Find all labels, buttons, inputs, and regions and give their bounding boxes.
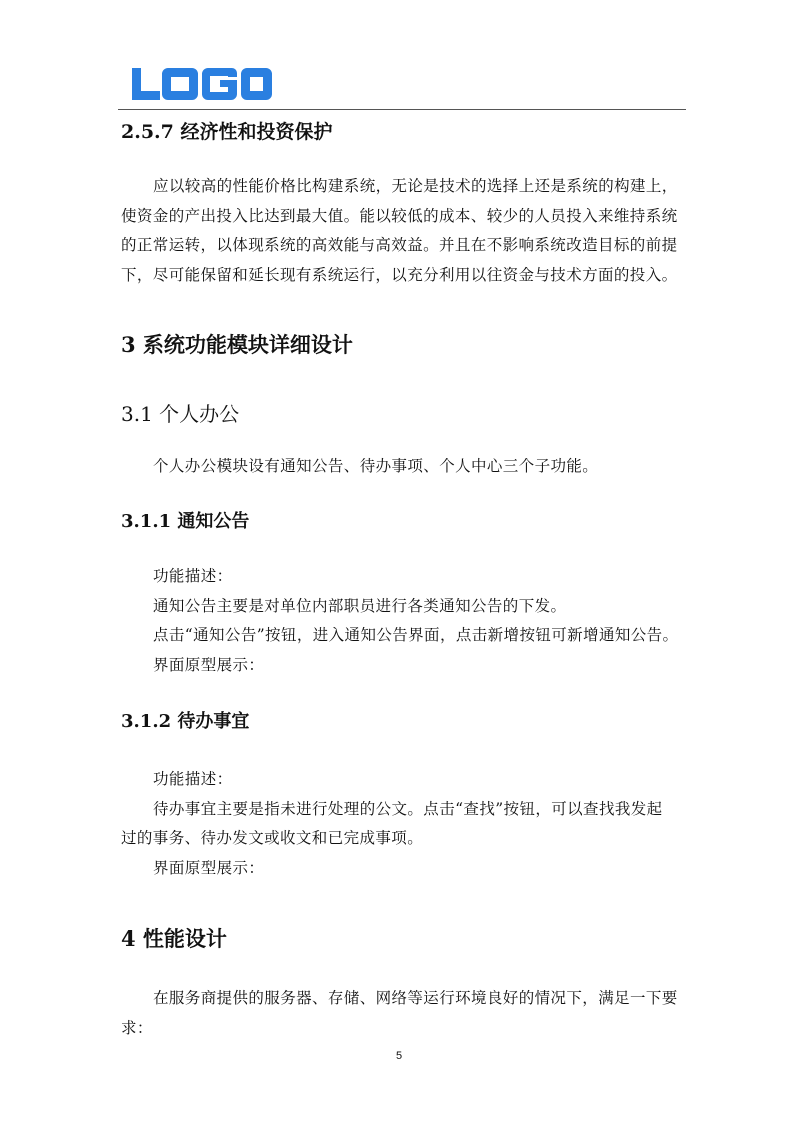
heading-section-4: 4 性能设计 bbox=[121, 926, 227, 951]
paragraph-line: 点击“通知公告”按钮，进入通知公告界面，点击新增按钮可新增通知公告。 bbox=[153, 626, 679, 644]
heading-2-5-7: 2.5.7 经济性和投资保护 bbox=[121, 121, 333, 143]
paragraph-line: 功能描述： bbox=[153, 567, 233, 585]
paragraph-line: 过的事务、待办发文或收文和已完成事项。 bbox=[121, 829, 424, 847]
paragraph-line: 求： bbox=[121, 1018, 153, 1037]
paragraph-line: 的正常运转，以体现系统的高效能与高效益。并且在不影响系统改造目标的前提 bbox=[121, 236, 678, 254]
paragraph-line: 功能描述： bbox=[153, 770, 233, 788]
paragraph-line: 在服务商提供的服务器、存储、网络等运行环境良好的情况下，满足一下要 bbox=[153, 989, 678, 1007]
paragraph-line: 个人办公模块设有通知公告、待办事项、个人中心三个子功能。 bbox=[153, 457, 599, 475]
paragraph-economy bbox=[121, 172, 687, 290]
page-number: 5 bbox=[396, 1050, 403, 1062]
heading-section-3: 3 系统功能模块详细设计 bbox=[121, 332, 353, 357]
heading-3-1-2: 3.1.2 待办事宜 bbox=[121, 711, 250, 732]
header-rule bbox=[118, 109, 686, 110]
logo bbox=[132, 66, 272, 106]
heading-3-1: 3.1 个人办公 bbox=[121, 402, 240, 426]
paragraph-notice bbox=[121, 562, 687, 680]
paragraph-line: 下，尽可能保留和延长现有系统运行，以充分利用以往资金与技术方面的投入。 bbox=[121, 265, 678, 284]
paragraph-line: 界面原型展示： bbox=[153, 655, 265, 674]
heading-3-1-1: 3.1.1 通知公告 bbox=[121, 511, 250, 532]
paragraph-todo bbox=[121, 765, 687, 883]
paragraph-line: 应以较高的性能价格比构建系统，无论是技术的选择上还是系统的构建上， bbox=[153, 177, 678, 195]
paragraph-line: 通知公告主要是对单位内部职员进行各类通知公告的下发。 bbox=[153, 596, 567, 615]
paragraph-line: 待办事宜主要是指未进行处理的公文。点击“查找”按钮，可以查找我发起 bbox=[153, 799, 663, 818]
paragraph-line: 界面原型展示： bbox=[153, 858, 265, 877]
paragraph-performance bbox=[121, 984, 687, 1043]
paragraph-line: 使资金的产出投入比达到最大值。能以较低的成本、较少的人员投入来维持系统 bbox=[121, 206, 678, 225]
paragraph-personal-office bbox=[121, 452, 687, 482]
